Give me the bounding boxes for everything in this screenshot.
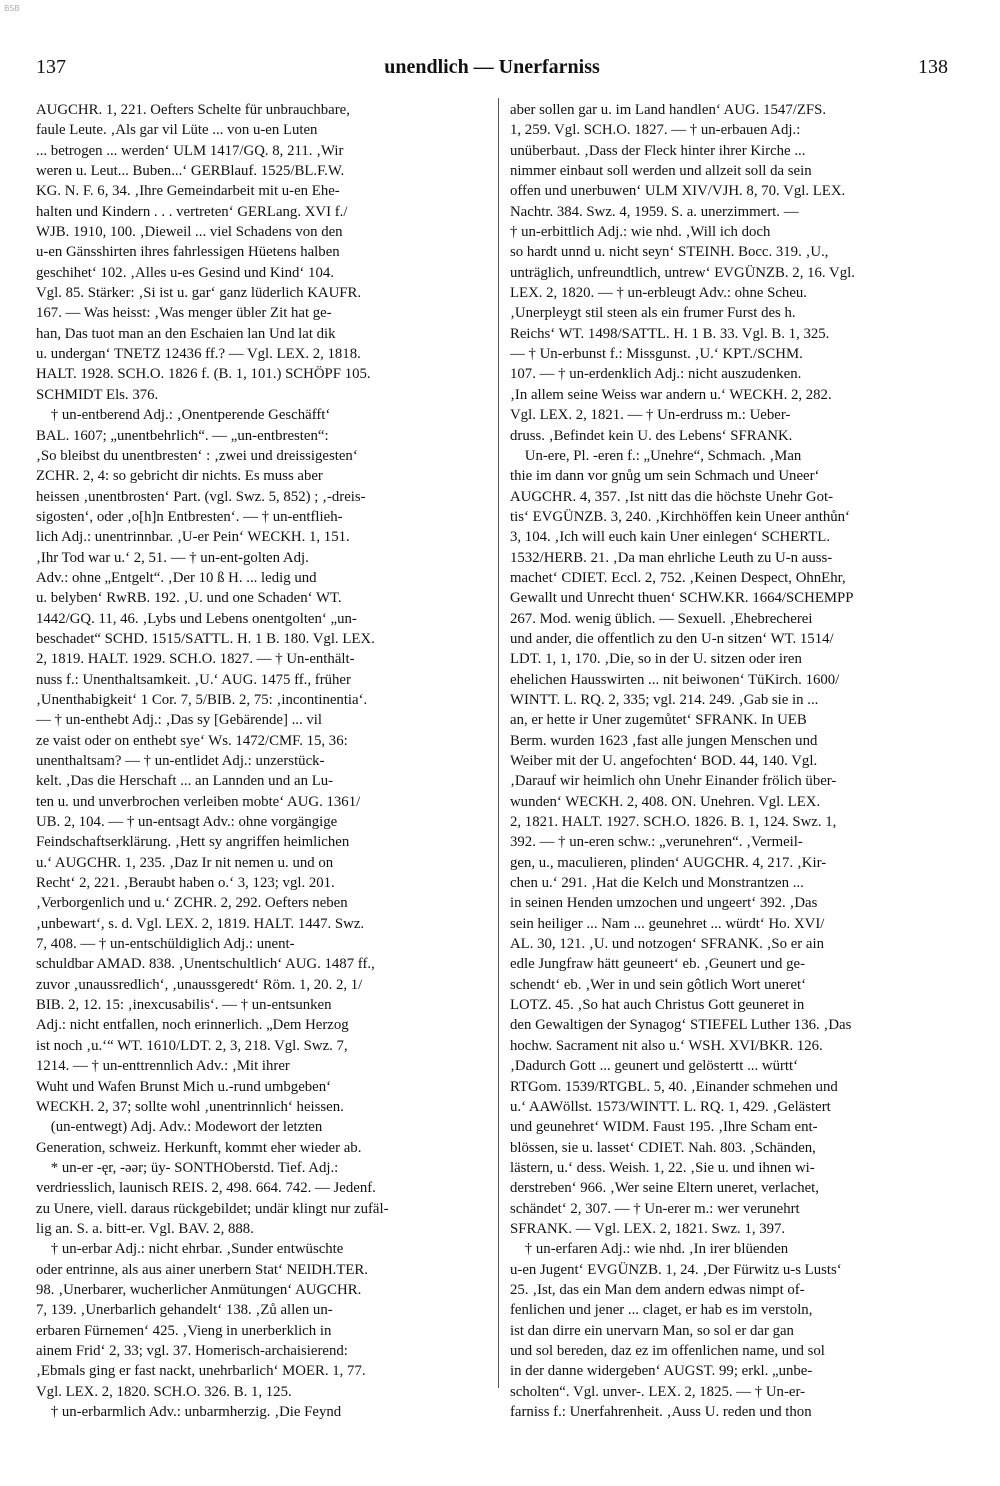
text-line: 1, 259. Vgl. SCH.O. 1827. — † un-erbauen Adj.: xyxy=(510,122,801,139)
text-line: ‚Ebmals ging er fast nackt, unehrbarlich‘ MOER. 1, 77. xyxy=(36,1363,366,1380)
text-line: BIB. 2, 12. 15: ‚inexcusabilis‘. — † un-entsunken xyxy=(36,997,332,1014)
text-line: * un-er -ęr, -ǝǝr; üy- SONTHOberstd. Tief. Adj.: xyxy=(36,1159,339,1176)
text-line: schändet‘ 2, 307. — † Un-erer m.: wer verunehrt xyxy=(510,1200,800,1217)
text-line: ‚In allem seine Weiss war andern u.‘ WECKH. 2, 282. xyxy=(510,386,832,403)
text-line: halten und Kindern . . . vertreten‘ GERLang. XVI f./ xyxy=(36,203,348,220)
text-line: den Gewaltigen der Synagog‘ STIEFEL Luther 136. ‚Das xyxy=(510,1017,852,1034)
text-line: nimmer einbaut soll werden und allzeit soll da sein xyxy=(510,163,812,180)
text-line: HALT. 1928. SCH.O. 1826 f. (B. 1, 101.) SCHÖPF 105. xyxy=(36,366,371,383)
text-line: ehelichen Hausswirten ... nit beiwonen‘ TüKirch. 1600/ xyxy=(510,671,840,688)
text-line: schuldbar AMAD. 838. ‚Unentschultlich‘ AUG. 1487 ff., xyxy=(36,956,375,973)
text-line: erbaren Fürnemen‘ 425. ‚Vieng in unerberklich in xyxy=(36,1322,332,1339)
text-line: ‚Ihr Tod war u.‘ 2, 51. — † un-ent-golten Adj. xyxy=(36,549,309,566)
text-line: derstreben‘ 966. ‚Wer seine Eltern uneret, verlachet, xyxy=(510,1180,819,1197)
text-line: Wuht und Wafen Brunst Mich u.-rund umbgeben‘ xyxy=(36,1078,332,1095)
left-column xyxy=(36,100,498,1422)
text-line: ‚unbewart‘, s. d. Vgl. LEX. 2, 1819. HALT. 1447. Swz. xyxy=(36,915,365,932)
text-line: u. undergan‘ TNETZ 12436 ff.? — Vgl. LEX. 2, 1818. xyxy=(36,346,361,363)
text-line: u.‘ AAWöllst. 1573/WINTT. L. RQ. 1, 429. ‚Gelästert xyxy=(510,1098,831,1115)
text-line: 25. ‚Ist, das ein Man dem andern edwas nimpt of- xyxy=(510,1281,805,1298)
text-line: weren u. Leut... Buben...‘ GERBlauf. 1525/BL.F.W. xyxy=(36,163,345,180)
text-line: tis‘ EVGÜNZB. 3, 240. ‚Kirchhöffen kein Uneer anthůn‘ xyxy=(510,508,850,525)
text-line: † un-erbittlich Adj.: wie nhd. ‚Will ich doch xyxy=(510,224,771,241)
text-line: AUGCHR. 1, 221. Oefters Schelte für unbrauchbare, xyxy=(36,102,350,118)
text-line: ‚So bleibst du unentbresten‘ : ‚zwei und dreissigesten‘ xyxy=(36,447,358,464)
text-line: und geunehret‘ WIDM. Faust 195. ‚Ihre Scham ent- xyxy=(510,1119,818,1136)
text-line: beschadet“ SCHD. 1515/SATTL. H. 1 B. 180. Vgl. LEX. xyxy=(36,630,375,647)
text-line: und sol bereden, daz ez im offenlichen name, und sol xyxy=(510,1342,825,1359)
text-line: zu Unere, viell. daraus rückgebildet; undär klingt nur zufäl- xyxy=(36,1200,389,1217)
text-line: Berm. wurden 1623 ‚fast alle jungen Menschen und xyxy=(510,732,818,749)
right-column xyxy=(510,100,952,1422)
text-line: edle Jungfraw hätt geuneert‘ eb. ‚Geunert und ge- xyxy=(510,956,805,973)
text-line: und ander, die offentlich zu den U-n sitzen‘ WT. 1514/ xyxy=(510,630,834,647)
text-line: lig an. S. a. bitt-er. Vgl. BAV. 2, 888. xyxy=(36,1220,254,1237)
text-line: u-en Gänsshirten ihres fahrlessigen Hüetens halben xyxy=(36,244,340,261)
text-line: ‚Unenthabigkeit‘ 1 Cor. 7, 5/BIB. 2, 75: ‚incontinentia‘. xyxy=(36,691,368,708)
text-line: sigosten‘, oder ‚o[h]n Entbresten‘. — † un-entflieh- xyxy=(36,508,343,525)
text-line: 1214. — † un-enttrennlich Adv.: ‚Mit ihrer xyxy=(36,1058,290,1075)
text-line: 7, 408. — † un-entschüldiglich Adj.: unent- xyxy=(36,936,295,953)
text-line: 1532/HERB. 21. ‚Da man ehrliche Leuth zu U-n auss- xyxy=(510,549,833,566)
text-line: RTGom. 1539/RTGBL. 5, 40. ‚Einander schmehen und xyxy=(510,1078,838,1095)
text-line: verdriesslich, launisch REIS. 2, 498. 664. 742. — Jedenf. xyxy=(36,1180,376,1197)
text-line: machet‘ CDIET. Eccl. 2, 752. ‚Keinen Despect, OhnEhr, xyxy=(510,569,846,586)
text-line: Weiber mit der U. angefochten‘ BOD. 44, 140. Vgl. xyxy=(510,753,818,769)
text-line: 267. Mod. wenig üblich. — Sexuell. ‚Ehebrecherei xyxy=(510,610,813,627)
text-line: an, er hette ir Uner zugemůtet‘ SFRANK. In UEB xyxy=(510,712,807,729)
text-line: 98. ‚Unerbarer, wucherlicher Anmütungen‘ AUGCHR. xyxy=(36,1281,362,1298)
text-line: 107. — † un-erdenklich Adj.: nicht auszudenken. xyxy=(510,366,802,383)
text-line: geschihet‘ 102. ‚Alles u-es Gesind und Kind‘ 104. xyxy=(36,264,334,281)
text-line: 2, 1821. HALT. 1927. SCH.O. 1826. B. 1, 124. Swz. 1, xyxy=(510,814,837,831)
text-line: Vgl. LEX. 2, 1821. — † Un-erdruss m.: Ueber- xyxy=(510,407,791,424)
text-line: schendt‘ eb. ‚Wer in und sein gôtlich Wort uneret‘ xyxy=(510,976,807,993)
text-line: 7, 139. ‚Unerbarlich gehandelt‘ 138. ‚Zů allen un- xyxy=(36,1302,333,1319)
text-line: 167. — Was heisst: ‚Was menger übler Zit hat ge- xyxy=(36,305,332,322)
text-line: AUGCHR. 4, 357. ‚Ist nitt das die höchste Unehr Got- xyxy=(510,488,834,505)
text-line: UB. 2, 104. — † un-entsagt Adv.: ohne vorgängige xyxy=(36,814,338,831)
text-line: ist dan dirre ein unervarn Man, so sol er dar gan xyxy=(510,1322,794,1339)
text-line: druss. ‚Befindet kein U. des Lebens‘ SFRANK. xyxy=(510,427,793,444)
text-line: lich Adj.: unentrinnbar. ‚U-er Pein‘ WECKH. 1, 151. xyxy=(36,529,350,546)
column-divider xyxy=(498,98,499,1388)
text-line: Adv.: ohne „Entgelt“. ‚Der 10 ß H. ... ledig und xyxy=(36,569,317,586)
text-line: Vgl. LEX. 2, 1820. SCH.O. 326. B. 1, 125. xyxy=(36,1383,292,1400)
text-line: wunden‘ WECKH. 2, 408. ON. Unehren. Vgl. LEX. xyxy=(510,793,821,810)
text-line: ‚Darauf wir heimlich ohn Unehr Einander frölich über- xyxy=(510,773,837,790)
text-line: zuvor ‚unaussredlich‘, ‚unaussgeredt‘ Röm. 1, 20. 2, 1/ xyxy=(36,976,363,993)
text-line: gen, u., maculieren, plinden‘ AUGCHR. 4, 217. ‚Kir- xyxy=(510,854,827,871)
text-line: — † Un-erbunst f.: Missgunst. ‚U.‘ KPT./SCHM. xyxy=(510,346,803,363)
text-line: faule Leute. ‚Als gar vil Lüte ... von u-en Luten xyxy=(36,122,318,139)
text-line: u-en Jugent‘ EVGÜNZB. 1, 24. ‚Der Fürwitz u-s Lusts‘ xyxy=(510,1261,842,1278)
text-line: in seinen Henden umzochen und ungeert‘ 392. ‚Das xyxy=(510,895,818,912)
text-line: chen u.‘ 291. ‚Hat die Kelch und Monstrantzen ... xyxy=(510,875,804,892)
text-line: u. belyben‘ RwRB. 192. ‚U. und one Schaden‘ WT. xyxy=(36,590,342,607)
text-line: nuss f.: Unenthaltsamkeit. ‚U.‘ AUG. 1475 ff., früher xyxy=(36,671,351,688)
text-line: 2, 1819. HALT. 1929. SCH.O. 1827. — † Un-enthält- xyxy=(36,651,355,668)
text-line: offen und unerbuwen‘ ULM XIV/VJH. 8, 70. Vgl. LEX. xyxy=(510,183,846,200)
text-line: 3, 104. ‚Ich will euch kain Uner einlegen‘ SCHERTL. xyxy=(510,529,831,546)
text-line: fenlichen und jener ... claget, er hab es im verstoln, xyxy=(510,1302,813,1319)
text-line: AL. 30, 121. ‚U. und notzogen‘ SFRANK. ‚So er ain xyxy=(510,936,824,953)
text-line: unüberbaut. ‚Dass der Fleck hinter ihrer Kirche ... xyxy=(510,142,806,159)
page-number-left: 137 xyxy=(36,56,66,78)
text-line: (un-entwegt) Adj. Adv.: Modewort der letzten xyxy=(36,1119,323,1136)
text-line: oder entrinne, als aus ainer unerbern Stat‘ NEIDH.TER. xyxy=(36,1261,368,1278)
text-line: in der danne widergeben‘ AUGST. 99; erkl. „unbe- xyxy=(510,1363,813,1380)
text-line: LOTZ. 45. ‚So hat auch Christus Gott geuneret in xyxy=(510,997,805,1014)
text-line: Nachtr. 384. Swz. 4, 1959. S. a. unerzimmert. — xyxy=(510,203,799,220)
text-line: Reichs‘ WT. 1498/SATTL. H. 1 B. 33. Vgl. B. 1, 325. xyxy=(510,325,830,342)
page-number-right: 138 xyxy=(918,56,948,78)
text-line: aber sollen gar u. im Land handlen‘ AUG. 1547/ZFS. xyxy=(510,102,827,118)
text-line: han, Das tuot man an den Eschaien lan Und lat dik xyxy=(36,325,336,342)
text-line: heissen ‚unentbrosten‘ Part. (vgl. Swz. 5, 852) ; ‚-dreis- xyxy=(36,488,366,505)
text-line: † un-erbarmlich Adv.: unbarmherzig. ‚Die Feynd xyxy=(36,1404,342,1420)
text-line: sein heiliger ... Nam ... geunehret ... würdt‘ Ho. XVI/ xyxy=(510,915,825,932)
text-line: lästern, u.‘ dess. Weish. 1, 22. ‚Sie u. und ihnen wi- xyxy=(510,1159,815,1176)
text-line: Adj.: nicht entfallen, noch erinnerlich. „Dem Herzog xyxy=(36,1017,349,1034)
text-line: 392. — † un-eren schw.: „verunehren“. ‚Vermeil- xyxy=(510,834,803,851)
text-line: kelt. ‚Das die Herschaft ... an Lannden und an Lu- xyxy=(36,773,334,790)
text-line: ze vaist oder on enthebt sye‘ Ws. 1472/CMF. 15, 36: xyxy=(36,732,348,749)
text-line: ‚Dadurch Gott ... geunert und gelöstertt ... württ‘ xyxy=(510,1058,799,1075)
text-line: Recht‘ 2, 221. ‚Beraubt haben o.‘ 3, 123; vgl. 201. xyxy=(36,875,335,892)
text-line: ainem Frid‘ 2, 33; vgl. 37. Homerisch-archaisierend: xyxy=(36,1342,348,1359)
text-line: LEX. 2, 1820. — † un-erbleugt Adv.: ohne Scheu. xyxy=(510,285,807,302)
text-line: Generation, schweiz. Herkunft, kommt eher wieder ab. xyxy=(36,1139,362,1156)
text-line: farniss f.: Unerfahrenheit. ‚Auss U. reden und thon xyxy=(510,1404,812,1420)
text-line: — † un-enthebt Adj.: ‚Das sy [Gebärende] ... vil xyxy=(36,712,323,729)
text-line: Feindschaftserklärung. ‚Hett sy angriffen heimlichen xyxy=(36,834,350,851)
text-line: Gewallt und Unrecht thuen‘ SCHW.KR. 1664/SCHEMPP xyxy=(510,590,854,607)
running-head: unendlich — Unerfarniss xyxy=(384,56,600,78)
text-line: 1442/GQ. 11, 46. ‚Lybs und Lebens onentgolten‘ „un- xyxy=(36,610,357,627)
text-line: thie im dann vor gnůg um sein Schmach und Uneer‘ xyxy=(510,468,820,485)
text-line: ‚Verborgenlich und u.‘ ZCHR. 2, 292. Oefters neben xyxy=(36,895,348,912)
library-stamp: BSB xyxy=(4,4,20,13)
text-line: KG. N. F. 6, 34. ‚Ihre Gemeindarbeit mit u-en Ehe- xyxy=(36,183,340,200)
text-line: WECKH. 2, 37; sollte wohl ‚unentrinnlich‘ heissen. xyxy=(36,1098,344,1115)
text-line: Un-ere, Pl. -eren f.: „Unehre“, Schmach. ‚Man xyxy=(510,447,802,464)
text-line: unenthaltsam? — † un-entlidet Adj.: unzerstück- xyxy=(36,753,325,769)
text-line: SFRANK. — Vgl. LEX. 2, 1821. Swz. 1, 397. xyxy=(510,1220,786,1237)
text-line: SCHMIDT Els. 376. xyxy=(36,386,159,403)
text-line: Vgl. 85. Stärker: ‚Si ist u. gar‘ ganz lüderlich KAUFR. xyxy=(36,285,362,302)
text-line: ‚Unerpleygt stil steen als ein frumer Furst des h. xyxy=(510,305,796,322)
text-line: † un-erfaren Adj.: wie nhd. ‚In irer blüenden xyxy=(510,1241,789,1258)
text-line: † un-entberend Adj.: ‚Onentperende Geschäfft‘ xyxy=(36,407,331,424)
text-line: unträglich, unfreundtlich, untrew‘ EVGÜNZB. 2, 16. Vgl. xyxy=(510,264,855,281)
text-line: hochw. Sacrament nit also u.‘ WSH. XVI/BKR. 126. xyxy=(510,1037,823,1054)
text-line: LDT. 1, 1, 170. ‚Die, so in der U. sitzen oder iren xyxy=(510,651,802,668)
text-line: u.‘ AUGCHR. 1, 235. ‚Daz Ir nit nemen u. und on xyxy=(36,854,334,871)
text-line: WINTT. L. RQ. 2, 335; vgl. 214. 249. ‚Gab sie in ... xyxy=(510,691,819,708)
text-line: ist noch ‚u.‘“ WT. 1610/LDT. 2, 3, 218. Vgl. Swz. 7, xyxy=(36,1037,348,1054)
page-header xyxy=(36,56,948,80)
text-line: ... betrogen ... werden‘ ULM 1417/GQ. 8, 211. ‚Wir xyxy=(36,142,344,159)
text-line: ten u. und unverbrochen verleiben mobte‘ AUG. 1361/ xyxy=(36,793,361,810)
text-line: blössen, sie u. lasset‘ CDIET. Nah. 803. ‚Schänden, xyxy=(510,1139,816,1156)
text-line: scholten“. Vgl. unver-. LEX. 2, 1825. — † Un-er- xyxy=(510,1383,806,1400)
text-line: ZCHR. 2, 4: so gebricht dir nichts. Es muss aber xyxy=(36,468,323,485)
text-line: WJB. 1910, 100. ‚Dieweil ... viel Schadens von den xyxy=(36,224,343,241)
text-line: BAL. 1607; „unentbehrlich“. — „un-entbresten“: xyxy=(36,427,329,444)
text-line: † un-erbar Adj.: nicht ehrbar. ‚Sunder entwüschte xyxy=(36,1241,344,1258)
text-line: so hardt unnd u. nicht seyn‘ STEINH. Bocc. 319. ‚U., xyxy=(510,244,829,261)
